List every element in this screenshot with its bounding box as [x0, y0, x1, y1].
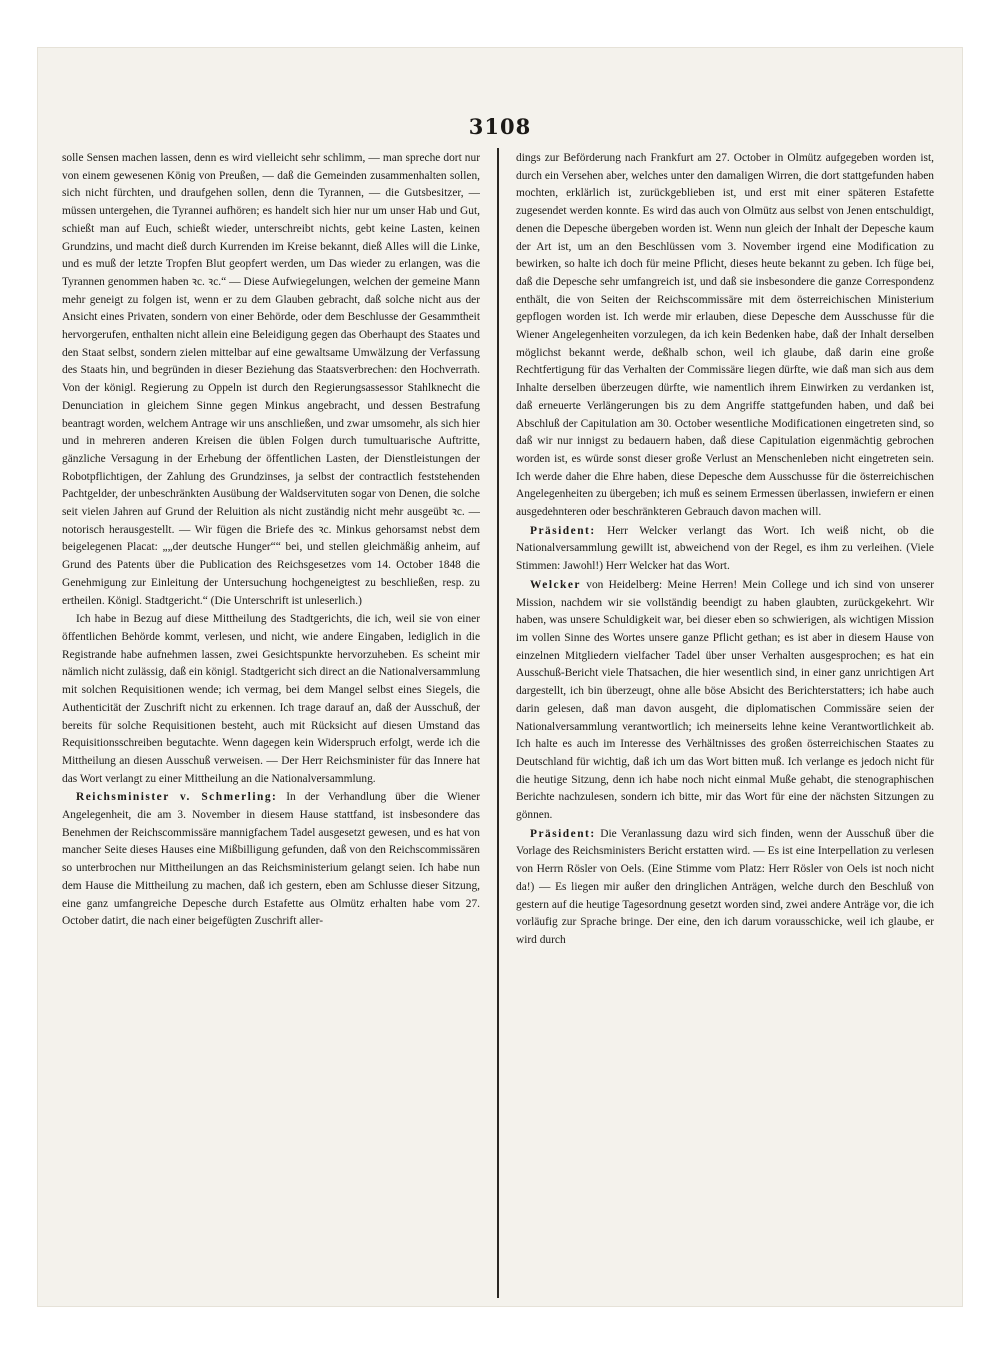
- speaker-praesident-1: Präsident:: [530, 524, 596, 537]
- left-paragraph-3-text: In der Verhandlung über die Wiener Angelegenheit, die am 3. November in diesem Hause stattfand, ist insbesondere das Benehmen der Reichscommissäre mannigfachem Tadel ausgesetzt gewesen, und es hat von mancher Seite dieses Hauses eine Mißbilligung gefunden, daß von den Reichscommissären so unterbrochen nur Mittheilungen an das Reichsministerium gelangt seien. Ich habe nun dem Hause die Mittheilung zu machen, daß ich gestern, eben am Schlusse dieser Sitzung, eine ganz umfangreiche Depesche durch Estafette aus Olmütz erhalten habe vom 27. October datirt, die nach einer beigefügten Zuschrift aller-: [62, 791, 480, 928]
- left-column: [62, 150, 480, 1295]
- right-paragraph-3: [516, 577, 934, 825]
- right-paragraph-3-text: von Heidelberg: Meine Herren! Mein College und ich sind von unserer Mission, nachdem wir sie vollständig beendigt zu haben glaubten, zurückgekehrt. Wir haben, was unsere Schuldigkeit war, bei dieser eben so schwierigen, als wichtigen Mission im vollen Sinne des Wortes unsere ganze Pflicht gethan; es ist aber in diesem Hause von einzelnen Mitgliedern vielfacher Tadel über unser Verhalten ausgesprochen; es hat ein Ausschuß-Bericht viele Thatsachen, die hier wesentlich sind, in einer ganz unrichtigen Art dargestellt, ich bin überzeugt, ohne alle böse Absicht des Berichterstatters; ich habe auch darin gelesen, daß man davon ausgeht, die diplomatischen Commissäre seien der Nationalversammlung verantwortlich; ich meinerseits lehne keine Verantwortlichkeit ab. Ich halte es auch im Interesse des Verhältnisses des großen österreichischen Staates zu Deutschland für wichtig, daß ich um das Wort bitten muß. Ich verlange es jedoch nicht für die heutige Sitzung, denn ich habe noch nicht einmal Muße gehabt, die stenographischen Berichte nachzulesen, sondern ich bitte, mir das Wort für eine der nächsten Sitzungen zu gönnen.: [516, 578, 934, 822]
- right-paragraph-4: [516, 826, 934, 950]
- left-paragraph-2: Ich habe in Bezug auf diese Mittheilung des Stadtgerichts, die ich, weil sie von einer öffentlichen Behörde kommt, verlesen, und nicht, wie andere Eingaben, lediglich in die Registrande habe aufnehmen lassen, zwei Gesichtspunkte hervorzuheben. Es scheint mir nämlich nicht zulässig, daß ein königl. Stadtgericht sich direct an die Nationalversammlung mit solchen Requisitionen wende; ich vermag, bei dem Mangel selbst eines Siegels, die Authenticität der Zuschrift nicht zu erkennen. Ich trage darauf an, daß der Ausschuß, der bereits für solche Requisitionen besteht, auch mit Rücksicht auf diesen Umstand das Requisitionsschreiben begutachte. Wenn dagegen kein Widerspruch erfolgt, werde ich die Mittheilung an diesen Ausschuß verweisen. — Der Herr Reichsminister für das Innere hat das Wort verlangt zu einer Mittheilung an die Nationalversammlung.: [62, 613, 480, 785]
- right-paragraph-2-text: Herr Welcker verlangt das Wort. Ich weiß nicht, ob die Nationalversammlung gewillt ist, abweichend von der Regel, es ihm zu verleihen. (Viele Stimmen: Jawohl!) Herr Welcker hat das Wort.: [516, 524, 934, 573]
- right-column: [516, 150, 934, 1295]
- speaker-praesident-2: Präsident:: [530, 827, 596, 840]
- left-paragraph-3: [62, 789, 480, 931]
- right-paragraph-2: [516, 523, 934, 576]
- page-number: 3108: [468, 114, 532, 139]
- right-paragraph-1: dings zur Beförderung nach Frankfurt am 27. October in Olmütz aufgegeben worden ist, durch ein Versehen aber, welches unter den damaligen Wirren, die dort stattgefunden haben mochten, erklärlich ist, zurückgeblieben ist, und erst mit einer späteren Estafette zugesendet werden konnte. Es wird das auch von Olmütz aus selbst von Jenen entschuldigt, denen die Depesche übergeben worden ist. Wenn nun gleich der Inhalt der Depesche kaum der Art ist, um an den Beschlüssen vom 3. November irgend eine Modification zu bewirken, so halte ich doch für meine Pflicht, dieses heute bekannt zu geben. Ich füge bei, daß die Depesche sehr umfangreich ist, und daß sie insbesondere die ganze Correspondenz enthält, die von Seiten der Reichscommissäre mit dem österreichischen Ministerium gepflogen worden ist. Ich werde mir erlauben, diese Depesche dem Ausschusse für die Wiener Angelegenheiten vorzulegen, da ich kein Bedenken habe, daß der Inhalt derselben möglichst bekannt werde, deßhalb schon, weil ich glaube, daß darin eine große Rechtfertigung für das Verhalten der Commissäre liegen dürfte, wie daß man sich aus dem Inhalte derselben überzeugen dürfte, wie namentlich ihrem Einwirken zu verdanken ist, daß erneuerte Verlängerungen bis zu dem Angriffe stattgefunden haben, und daß bei Abschluß der Capitulation am 30. October wesentliche Modificationen eingetreten sind, so daß wir nur innigst zu bedauern haben, daß diese Capitulation eigenmächtig gebrochen worden ist, es würde sonst dieser große Verlust an Menschenleben nicht eingetreten sein. Ich werde daher die Ehre haben, diese Depesche dem Ausschusse für die österreichischen Angelegenheiten zu übergeben; ich muß es seinem Ermessen überlassen, inwiefern er einen ausgedehnteren oder beschränkteren Gebrauch davon machen will.: [516, 152, 934, 519]
- newspaper-page: [38, 48, 962, 1306]
- left-paragraph-1: solle Sensen machen lassen, denn es wird vielleicht sehr schlimm, — man spreche dort nur von einem gewesenen König von Preußen, — daß die Gemeinden zusammenhalten sollen, sich nicht fürchten, und draufgehen sollen, denn die Tyrannen, — die Gutsbesitzer, — müssen untergehen, die Tyrannei aufhören; es handelt sich hier nur um unser Hab und Gut, schießt man auf Euch, schießt wieder, unterschreibt nichts, gebt keine Lasten, keinen Grundzins, und macht dieß durch Kurrenden im Kreise bekannt, dieß Alles will die Linke, und es muß der letzte Tropfen Blut geopfert werden, um Das wieder zu erlangen, was die Tyrannen genommen haben ꝛc. ꝛc.“ — Diese Aufwiegelungen, welchen der gemeine Mann mehr geneigt zu folgen ist, wenn er zu dem Glauben gebracht, daß solche nicht aus der Ansicht eines Privaten, sondern von einer Behörde, oder dem Beschlusse der Gesammtheit hervorgerufen, enthalten nicht allein eine Beleidigung gegen das Oberhaupt des Staates und den Staat selbst, sondern zielen mittelbar auf eine gewaltsame Umwälzung der Verfassung des Staats hin, und begründen in dieser Beziehung das Staatsverbrechen: den Hochverrath. Von der königl. Regierung zu Oppeln ist durch den Regierungsassessor Stahlknecht die Denunciation in gleichem Sinne gegen Minkus angebracht, und dessen Bestrafung beantragt worden, welchem Antrage wir uns anschließen, und zwar umsomehr, als sich hier und in mehreren anderen Kreisen die üblen Folgen durch tumultuarische Auftritte, gänzliche Versagung in der Erhebung der öffentlichen Lasten, der Dienstleistungen der Robotpflichtigen, der Zahlung des Grundzinses, ja selbst der contractlich feststehenden Pachtgelder, der unbeschränkten Ausübung der Waldservituten sogar von Denen, die solche seit vielen Jahren auf Grund der Reluition als nicht zuständig nicht mehr ausgeübt ꝛc. — notorisch herausgestellt. — Wir fügen die Briefe des ꝛc. Minkus gehorsamst nebst dem beigelegenen Placat: „„der deutsche Hunger““ bei, und stellen gleichmäßig anheim, auf Grund des Patents über die Publication des Reichsgesetzes vom 14. October 1848 die Genehmigung zur Einleitung der Untersuchung hochgeneigtest zu beschließen, resp. zu ertheilen. Königl. Stadtgericht.“ (Die Unterschrift ist unleserlich.): [62, 152, 480, 607]
- speaker-welcker: Welcker: [530, 578, 581, 591]
- column-divider: [497, 148, 499, 1298]
- right-paragraph-4-text: Die Veranlassung dazu wird sich finden, wenn der Ausschuß über die Vorlage des Reichsministers Bericht erstatten wird. — Es ist eine Interpellation zu verlesen von Herrn Rösler von Oels. (Eine Stimme vom Platz: Herr Rösler von Oels ist noch nicht da!) — Es liegen mir außer den dringlichen Anträgen, welche durch den Beschluß von gestern auf die heutige Tagesordnung gesetzt worden sind, zwei andere Anträge vor, die ich vorläufig zur Sprache bringe. Der eine, den ich darum vorausschicke, weil ich glaube, er wird durch: [516, 827, 934, 946]
- speaker-schmerling: Reichsminister v. Schmerling:: [76, 791, 278, 804]
